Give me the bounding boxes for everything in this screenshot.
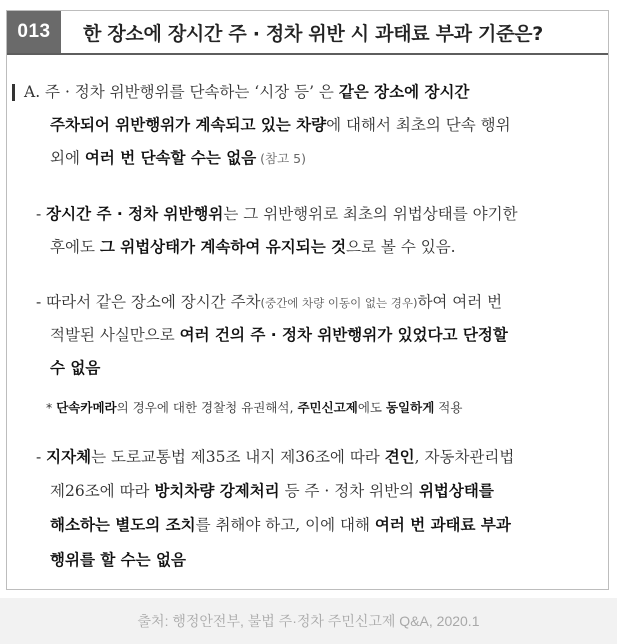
bullet-3-line-2 [50,481,494,501]
text-run: 단속카메라 [56,400,117,415]
text-run: 는 도로교통법 제35조 내지 제36조에 따라 [91,448,385,466]
source-text: 출처: 행정안전부, 불법 주·정차 주민신고제 Q&A, 2020.1 [137,613,480,629]
text-run: 견인 [384,448,415,466]
source-footer [0,598,617,644]
bullet-2-line-3 [50,358,100,378]
text-run: - 따라서 같은 장소에 장시간 주차 [36,293,261,311]
text-run: 제26조에 따라 [50,482,155,500]
note-line [46,398,462,418]
text-run: 수 없음 [50,359,101,377]
text-run: 주 · 정차 위반행위를 단속하는 ‘시장 등’ 은 [40,83,339,101]
text-run: 으로 볼 수 있음. [346,238,456,256]
question-number: 013 [7,11,61,53]
text-run: 에 대해서 최초의 단속 행위 [326,116,511,134]
answer-label: A. [24,83,41,101]
text-run: 장시간 주 · 정차 위반행위 [46,205,224,223]
text-run: 는 그 위반행위로 최초의 위법상태를 야기한 [223,205,518,223]
text-run: 여러 번 과태료 부과 [374,516,511,534]
text-run: * [46,400,57,415]
text-run: - [36,448,47,466]
text-run: 하여 여러 번 [417,293,503,311]
text-run: 적발된 사실만으로 [50,326,180,344]
text-run: 여러 번 단속할 수는 없음 [84,149,257,167]
text-run: (중간에 차량 이동이 없는 경우) [260,296,418,310]
text-run: 동일하게 [385,400,435,415]
question-header [7,11,608,55]
answer-line-1 [24,82,469,102]
bullet-3-line-4 [50,550,186,570]
bullet-1-line-2 [50,237,456,257]
text-run: 후에도 [50,238,100,256]
text-run: 등 주 · 정차 위반의 [279,482,419,500]
text-run: - [36,205,47,223]
text-run: 같은 장소에 장시간 [338,83,470,101]
text-run: 위법상태를 [418,482,494,500]
text-run: 행위를 할 수는 없음 [50,551,186,569]
text-run: 외에 [50,149,85,167]
bullet-1-line-1 [36,204,518,224]
text-run: 의 경우에 대한 경찰청 유권해석, [116,400,298,415]
text-run: 주차되어 위반행위가 계속되고 있는 차량 [50,116,327,134]
text-run: 를 취해야 하고, 이에 대해 [195,516,375,534]
text-run: 주민신고제 [297,400,358,415]
bullet-2-line-1 [36,292,502,313]
text-run: (참고 5) [256,151,307,166]
text-run: 적용 [434,400,463,415]
answer-marker-bar [12,84,15,101]
text-run: 여러 건의 주 · 정차 위반행위가 있었다고 단정할 [179,326,508,344]
text-run: , 자동차관리법 [414,448,515,466]
text-run: 그 위법상태가 계속하여 유지되는 것 [99,238,347,256]
bullet-3-line-1 [36,447,514,467]
text-run: 에도 [357,400,386,415]
question-title: 한 장소에 장시간 주 · 정차 위반 시 과태료 부과 기준은? [83,22,543,45]
bullet-3-line-3 [50,515,511,535]
answer-line-3 [50,148,306,169]
bullet-2-line-2 [50,325,508,345]
text-run: 해소하는 별도의 조치 [50,516,196,534]
answer-line-2 [50,115,511,135]
text-run: 지자체 [46,448,92,466]
text-run: 방치차량 강제처리 [154,482,280,500]
